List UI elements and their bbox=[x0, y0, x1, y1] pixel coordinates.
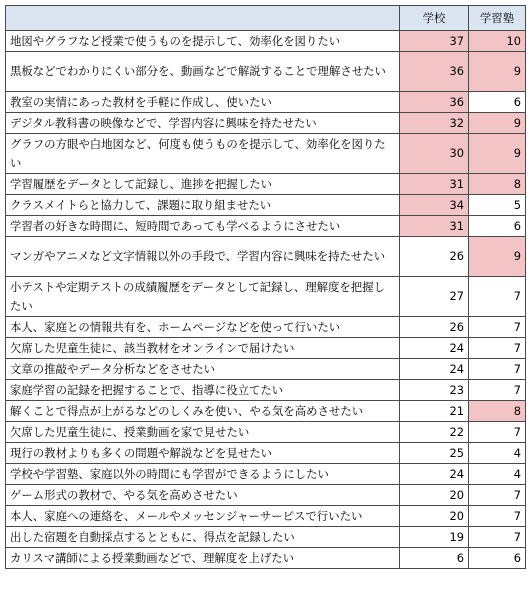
juku-count: 7 bbox=[469, 380, 526, 401]
table-row bbox=[6, 338, 526, 359]
school-count: 31 bbox=[400, 174, 469, 195]
row-item-text: 地図やグラフなど授業で使うものを提示して、効率化を図りたい bbox=[6, 31, 400, 52]
school-count: 21 bbox=[400, 401, 469, 422]
juku-count: 9 bbox=[469, 237, 526, 277]
school-count: 24 bbox=[400, 464, 469, 485]
table-row bbox=[6, 134, 526, 174]
row-item-text: 教室の実情にあった教材を手軽に作成し、使いたい bbox=[6, 92, 400, 113]
header-juku: 学習塾 bbox=[469, 6, 526, 31]
header-item bbox=[6, 6, 400, 31]
row-item-text: 本人、家庭への連絡を、メールやメッセンジャーサービスで行いたい bbox=[6, 506, 400, 527]
table-row bbox=[6, 527, 526, 548]
juku-count: 4 bbox=[469, 464, 526, 485]
school-count: 34 bbox=[400, 195, 469, 216]
row-item-text: 解くことで得点が上がるなどのしくみを使い、やる気を高めさせたい bbox=[6, 401, 400, 422]
juku-count: 7 bbox=[469, 527, 526, 548]
juku-count: 4 bbox=[469, 443, 526, 464]
school-count: 37 bbox=[400, 31, 469, 52]
school-count: 26 bbox=[400, 237, 469, 277]
school-count: 36 bbox=[400, 52, 469, 92]
row-item-text: カリスマ講師による授業動画などで、理解度を上げたい bbox=[6, 548, 400, 569]
school-count: 22 bbox=[400, 422, 469, 443]
table-row bbox=[6, 506, 526, 527]
table-row bbox=[6, 317, 526, 338]
school-count: 23 bbox=[400, 380, 469, 401]
school-count: 27 bbox=[400, 277, 469, 317]
school-count: 24 bbox=[400, 359, 469, 380]
row-item-text: 欠席した児童生徒に、該当教材をオンラインで届けたい bbox=[6, 338, 400, 359]
juku-count: 8 bbox=[469, 401, 526, 422]
table-row bbox=[6, 380, 526, 401]
row-item-text: グラフの方眼や白地図など、何度も使うものを提示して、効率化を図りたい bbox=[6, 134, 400, 174]
juku-count: 6 bbox=[469, 216, 526, 237]
school-count: 36 bbox=[400, 92, 469, 113]
juku-count: 5 bbox=[469, 195, 526, 216]
table-row bbox=[6, 464, 526, 485]
row-item-text: ゲーム形式の教材で、やる気を高めさせたい bbox=[6, 485, 400, 506]
juku-count: 9 bbox=[469, 134, 526, 174]
row-item-text: 家庭学習の記録を把握することで、指導に役立てたい bbox=[6, 380, 400, 401]
juku-count: 7 bbox=[469, 338, 526, 359]
juku-count: 9 bbox=[469, 52, 526, 92]
juku-count: 6 bbox=[469, 548, 526, 569]
row-item-text: 学習履歴をデータとして記録し、進捗を把握したい bbox=[6, 174, 400, 195]
row-item-text: 欠席した児童生徒に、授業動画を家で見せたい bbox=[6, 422, 400, 443]
table-row bbox=[6, 359, 526, 380]
table-row bbox=[6, 92, 526, 113]
juku-count: 7 bbox=[469, 422, 526, 443]
juku-count: 7 bbox=[469, 317, 526, 338]
row-item-text: 学習者の好きな時間に、短時間であっても学べるようにさせたい bbox=[6, 216, 400, 237]
school-count: 19 bbox=[400, 527, 469, 548]
table-row bbox=[6, 277, 526, 317]
juku-count: 7 bbox=[469, 485, 526, 506]
row-item-text: 出した宿題を自動採点するとともに、得点を記録したい bbox=[6, 527, 400, 548]
table-body bbox=[6, 31, 526, 569]
school-count: 30 bbox=[400, 134, 469, 174]
juku-count: 7 bbox=[469, 359, 526, 380]
school-count: 20 bbox=[400, 506, 469, 527]
table-row bbox=[6, 113, 526, 134]
row-item-text: 文章の推敲やデータ分析などをさせたい bbox=[6, 359, 400, 380]
survey-table bbox=[5, 5, 526, 569]
row-item-text: マンガやアニメなど文字情報以外の手段で、学習内容に興味を持たせたい bbox=[6, 237, 400, 277]
table-row bbox=[6, 485, 526, 506]
header-school: 学校 bbox=[400, 6, 469, 31]
row-item-text: 現行の教材よりも多くの問題や解説などを見せたい bbox=[6, 443, 400, 464]
school-count: 24 bbox=[400, 338, 469, 359]
row-item-text: 本人、家庭との情報共有を、ホームページなどを使って行いたい bbox=[6, 317, 400, 338]
school-count: 6 bbox=[400, 548, 469, 569]
table-row bbox=[6, 52, 526, 92]
row-item-text: 黒板などでわかりにくい部分を、動画などで解説することで理解させたい bbox=[6, 52, 400, 92]
table-row bbox=[6, 195, 526, 216]
row-item-text: デジタル教科書の映像などで、学習内容に興味を持たせたい bbox=[6, 113, 400, 134]
school-count: 32 bbox=[400, 113, 469, 134]
table-row bbox=[6, 422, 526, 443]
table-row bbox=[6, 216, 526, 237]
juku-count: 8 bbox=[469, 174, 526, 195]
row-item-text: 学校や学習塾、家庭以外の時間にも学習ができるようにしたい bbox=[6, 464, 400, 485]
table-row bbox=[6, 443, 526, 464]
table-row bbox=[6, 31, 526, 52]
row-item-text: 小テストや定期テストの成績履歴をデータとして記録し、理解度を把握したい bbox=[6, 277, 400, 317]
table-row bbox=[6, 548, 526, 569]
juku-count: 7 bbox=[469, 506, 526, 527]
school-count: 20 bbox=[400, 485, 469, 506]
juku-count: 7 bbox=[469, 277, 526, 317]
table-row bbox=[6, 237, 526, 277]
school-count: 25 bbox=[400, 443, 469, 464]
header-row bbox=[6, 6, 526, 31]
juku-count: 10 bbox=[469, 31, 526, 52]
row-item-text: クラスメイトらと協力して、課題に取り組ませたい bbox=[6, 195, 400, 216]
school-count: 31 bbox=[400, 216, 469, 237]
table-row bbox=[6, 174, 526, 195]
juku-count: 6 bbox=[469, 92, 526, 113]
school-count: 26 bbox=[400, 317, 469, 338]
juku-count: 9 bbox=[469, 113, 526, 134]
table-row bbox=[6, 401, 526, 422]
